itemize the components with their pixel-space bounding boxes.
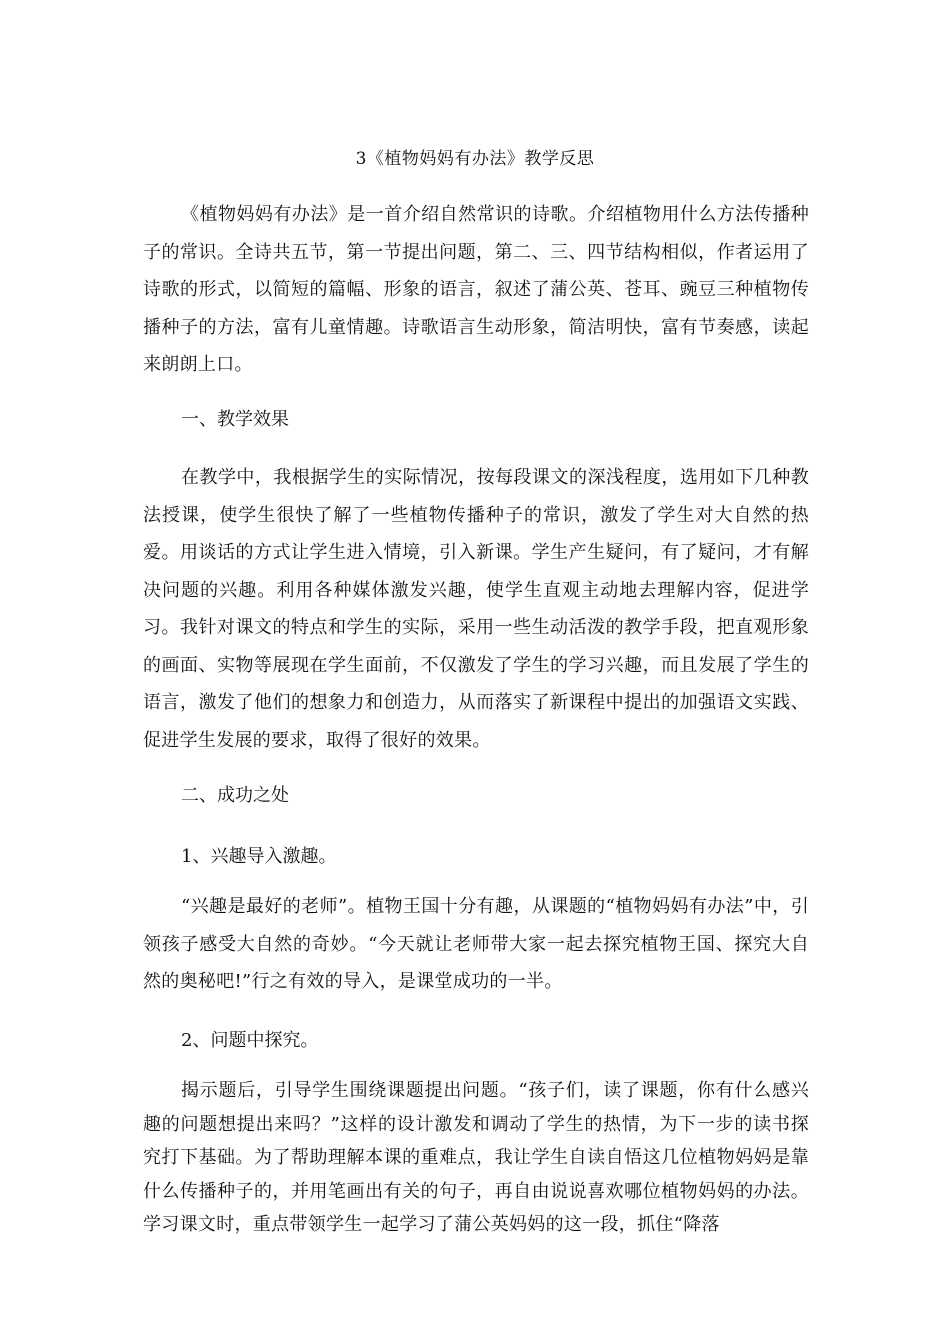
- document-title: 3《植物妈妈有办法》教学反思: [355, 149, 595, 169]
- section-heading-success: 二、成功之处: [181, 785, 289, 806]
- interest-paragraph: “兴趣是最好的老师”。植物王国十分有趣，从课题的“植物妈妈有办法”中，引领孩子感受大自然的奇妙。“今天就让老师带大家一起去探究植物王国、探究大自然的奥秘吧!”行之有效的导入，是课堂成功的一半。: [143, 896, 809, 992]
- inquiry-paragraph: 揭示题后，引导学生围绕课题提出问题。“孩子们，读了课题，你有什么感兴趣的问题想提出来吗？”这样的设计激发和调动了学生的热情，为下一步的读书探究打下基础。为了帮助理解本课的重难点，我让学生自读自悟这几位植物妈妈是靠什么传播种子的，并用笔画出有关的句子，再自由说说喜欢哪位植物妈妈的办法。学习课文时，重点带领学生一起学习了蒲公英妈妈的这一段，抓住“降落: [143, 1080, 809, 1235]
- item-heading-inquiry: 2、问题中探究。: [181, 1030, 319, 1051]
- teaching-effect-paragraph: 在教学中，我根据学生的实际情况，按每段课文的深浅程度，选用如下几种教法授课，使学生很快了解了一些植物传播种子的常识，激发了学生对大自然的热爱。用谈话的方式让学生进入情境，引入新课。学生产生疑问，有了疑问，才有解决问题的兴趣。利用各种媒体激发兴趣，使学生直观主动地去理解内容，促进学习。我针对课文的特点和学生的实际，采用一些生动活泼的教学手段，把直观形象的画面、实物等展现在学生面前，不仅激发了学生的学习兴趣，而且发展了学生的语言，激发了他们的想象力和创造力，从而落实了新课程中提出的加强语文实践、促进学生发展的要求，取得了很好的效果。: [143, 467, 809, 751]
- section-heading-teaching-effect: 一、教学效果: [181, 409, 289, 430]
- intro-paragraph: 《植物妈妈有办法》是一首介绍自然常识的诗歌。介绍植物用什么方法传播种子的常识。全诗共五节，第一节提出问题，第二、三、四节结构相似，作者运用了诗歌的形式，以简短的篇幅、形象的语言，叙述了蒲公英、苍耳、豌豆三种植物传播种子的方法，富有儿童情趣。诗歌语言生动形象，简洁明快，富有节奏感，读起来朗朗上口。: [143, 204, 809, 375]
- item-heading-interest: 1、兴趣导入激趣。: [181, 846, 337, 867]
